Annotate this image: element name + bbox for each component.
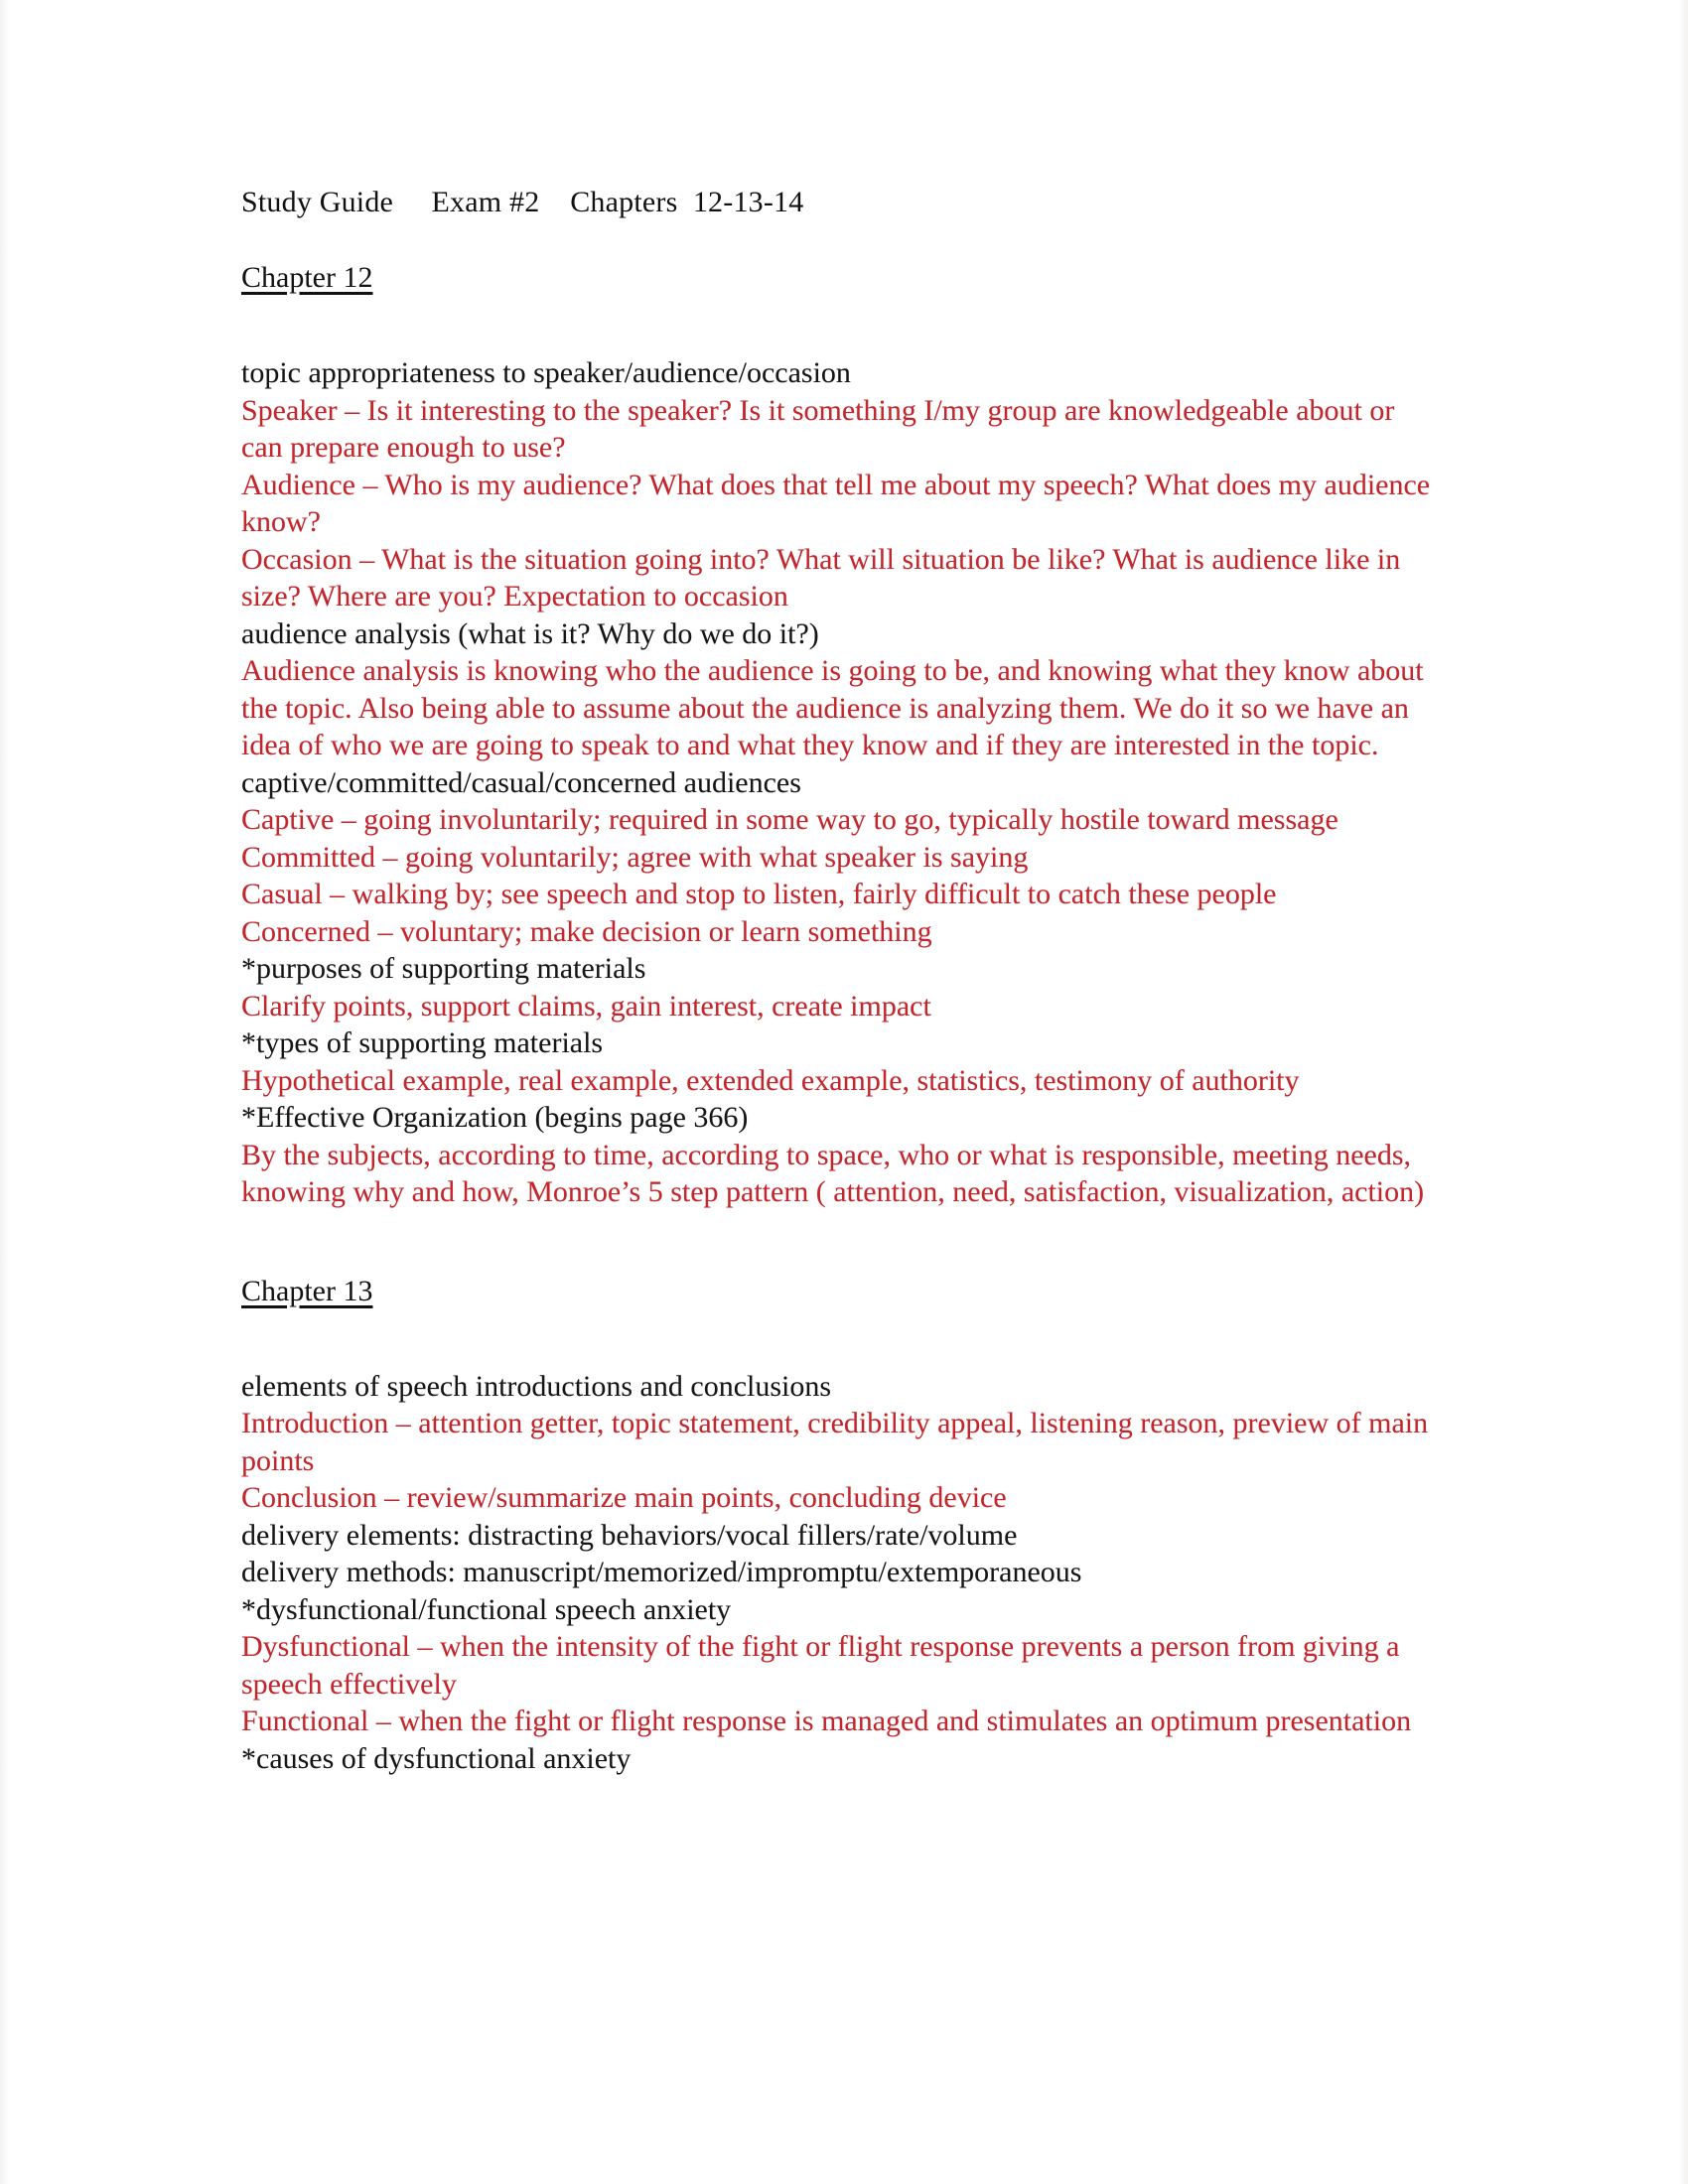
- document-body: [241, 184, 1438, 1777]
- prompt-line: audience analysis (what is it? Why do we do it?): [241, 616, 819, 650]
- answer-line: Clarify points, support claims, gain interest, create impact: [241, 989, 931, 1023]
- answer-line: Concerned – voluntary; make decision or learn something: [241, 914, 932, 948]
- answer-line: Hypothetical example, real example, extended example, statistics, testimony of authority: [241, 1063, 1300, 1097]
- answer-line: Occasion – What is the situation going into? What will situation be like? What is audience like in size? Where are you? Expectation to occasion: [241, 542, 1408, 613]
- prompt-line: *types of supporting materials: [241, 1026, 604, 1059]
- answer-line: Speaker – Is it interesting to the speaker? Is it something I/my group are knowledgeable about or can prepare enough to use?: [241, 393, 1402, 464]
- prompt-line: *causes of dysfunctional anxiety: [241, 1741, 632, 1775]
- prompt-line: captive/committed/casual/concerned audiences: [241, 765, 801, 799]
- chapter-13-heading: Chapter 13: [241, 1274, 373, 1307]
- answer-line: Dysfunctional – when the intensity of the fight or flight response prevents a person from giving a speech effectively: [241, 1630, 1407, 1701]
- chapter-13-content: [241, 1368, 1436, 1778]
- prompt-line: *purposes of supporting materials: [241, 952, 646, 985]
- scan-edge-left: [0, 0, 10, 2184]
- chapter-13-top-spacer: [241, 1211, 1433, 1273]
- chapter-13-heading-spacer: [241, 1310, 1433, 1368]
- answer-line: Audience analysis is knowing who the audience is going to be, and knowing what they know about the topic. Also being able to assume about the audience is analyzing them. We do it so we have an idea of who we are going to speak to and what they know and if they are interested in the topic.: [241, 654, 1432, 761]
- prompt-line: delivery elements: distracting behaviors/vocal fillers/rate/volume: [241, 1518, 1018, 1552]
- prompt-line: *dysfunctional/functional speech anxiety: [241, 1592, 732, 1626]
- prompt-line: *Effective Organization (begins page 366): [241, 1101, 749, 1134]
- chapter-12-heading-spacer: [241, 297, 1433, 354]
- answer-line: Committed – going voluntarily; agree with what speaker is saying: [241, 840, 1029, 874]
- answer-line: Casual – walking by; see speech and stop to listen, fairly difficult to catch these people: [241, 878, 1277, 910]
- answer-line: Audience – Who is my audience? What does that tell me about my speech? What does my audience know?: [241, 468, 1438, 538]
- scan-edge-right: [1678, 0, 1688, 2184]
- answer-line: Captive – going involuntarily; required in some way to go, typically hostile toward message: [241, 803, 1338, 836]
- title-spacer: [241, 221, 1433, 259]
- answer-line: By the subjects, according to time, according to space, who or what is responsible, meeting needs, knowing why and how, Monroe’s 5 step pattern ( attention, need, satisfaction, visualization, action): [241, 1138, 1425, 1208]
- chapter-12-heading-row: [241, 259, 1433, 297]
- chapter-13-heading-row: [241, 1273, 1433, 1310]
- prompt-line: elements of speech introductions and conclusions: [241, 1369, 832, 1403]
- answer-line: Conclusion – review/summarize main points, concluding device: [241, 1481, 1007, 1514]
- chapter-12-heading: Chapter 12: [241, 261, 373, 294]
- document-title: Study Guide Exam #2 Chapters 12-13-14: [241, 186, 804, 218]
- prompt-line: topic appropriateness to speaker/audience/occasion: [241, 356, 851, 389]
- chapter-12-content: [241, 354, 1438, 1211]
- answer-line: Functional – when the fight or flight response is managed and stimulates an optimum presentation: [241, 1705, 1412, 1737]
- answer-line: Introduction – attention getter, topic statement, credibility appeal, listening reason, preview of main points: [241, 1407, 1436, 1477]
- prompt-line: delivery methods: manuscript/memorized/impromptu/extemporaneous: [241, 1556, 1082, 1588]
